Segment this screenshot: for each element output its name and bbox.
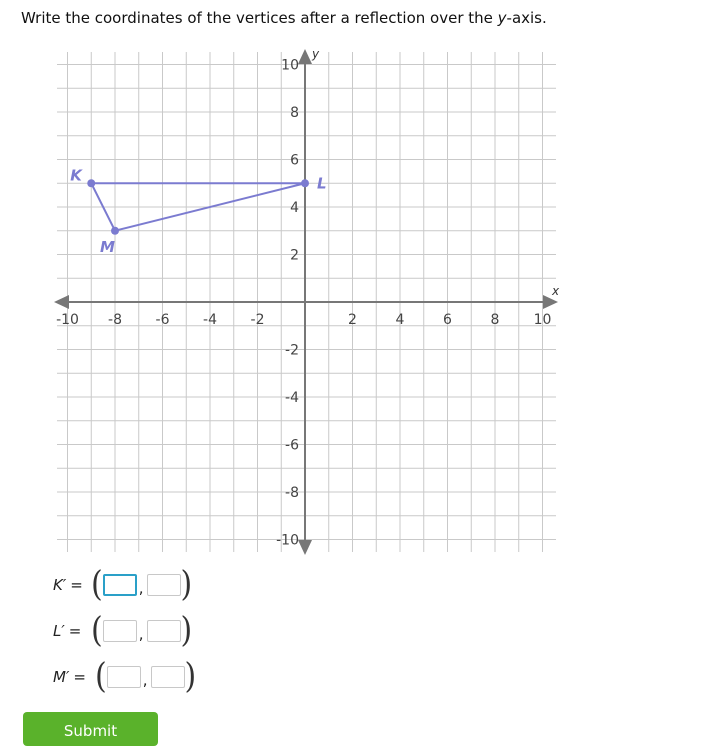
x-tick-label: -6 [155, 312, 170, 328]
open-paren: ( [91, 564, 103, 605]
x-axis-left-arrow [54, 295, 69, 309]
x-tick-label: -8 [108, 312, 122, 328]
point-label-l: L [317, 174, 327, 193]
x-tick-label: -2 [250, 312, 265, 328]
y-tick-label: -4 [285, 390, 299, 406]
y-tick-label: 8 [290, 105, 299, 121]
y-axis-label: y [312, 47, 320, 61]
open-paren: ( [91, 610, 103, 651]
question-suffix: -axis. [506, 9, 547, 27]
axes [54, 47, 560, 555]
point-label-m: M [100, 237, 115, 256]
comma: , [142, 671, 148, 689]
comma: , [138, 579, 144, 597]
open-paren: ( [95, 656, 107, 697]
point-m[interactable] [111, 227, 119, 235]
triangle-klm [70, 166, 326, 256]
k-prime-y-input[interactable] [147, 574, 181, 596]
close-paren: ) [180, 610, 193, 651]
submit-button[interactable]: Submit [23, 712, 158, 746]
point-k[interactable] [87, 179, 95, 187]
m-prime-x-input[interactable] [107, 666, 141, 688]
k-prime-x-input[interactable] [103, 574, 137, 596]
point-l[interactable] [301, 179, 309, 187]
answer-row-k [53, 564, 193, 605]
question-prefix: Write the coordinates of the vertices after a reflection over the [21, 9, 498, 27]
y-axis-down-arrow [298, 540, 312, 555]
y-tick-label: -8 [285, 485, 299, 501]
point-label-k: K [70, 166, 82, 185]
answer-row-l [53, 610, 193, 651]
y-axis-up-arrow [298, 49, 312, 64]
x-tick-label: 8 [490, 312, 500, 328]
close-paren: ) [180, 564, 193, 605]
x-tick-label: -10 [56, 312, 79, 328]
answer-label-l: L′ = [53, 622, 82, 640]
l-prime-x-input[interactable] [103, 620, 137, 642]
x-axis-label: x [552, 284, 560, 298]
y-tick-label: 6 [290, 152, 299, 169]
x-tick-label: 10 [533, 312, 552, 328]
y-tick-label: 2 [290, 247, 299, 264]
x-tick-label: -4 [203, 312, 217, 328]
y-tick-label: 10 [281, 57, 299, 74]
answer-label-m: M′ = [53, 668, 86, 686]
close-paren: ) [184, 656, 197, 697]
answer-row-m [53, 656, 197, 697]
x-tick-label: 2 [348, 312, 357, 328]
comma: , [138, 625, 144, 643]
l-prime-y-input[interactable] [147, 620, 181, 642]
x-tick-label: 6 [443, 312, 452, 328]
x-tick-label: 4 [395, 312, 405, 328]
y-tick-label: -10 [276, 532, 299, 549]
y-tick-label: -2 [285, 342, 299, 359]
y-tick-label: 4 [290, 200, 299, 216]
y-tick-label: -6 [285, 437, 299, 454]
question-variable: y [497, 9, 507, 27]
answer-label-k: K′ = [53, 576, 83, 594]
m-prime-y-input[interactable] [151, 666, 185, 688]
